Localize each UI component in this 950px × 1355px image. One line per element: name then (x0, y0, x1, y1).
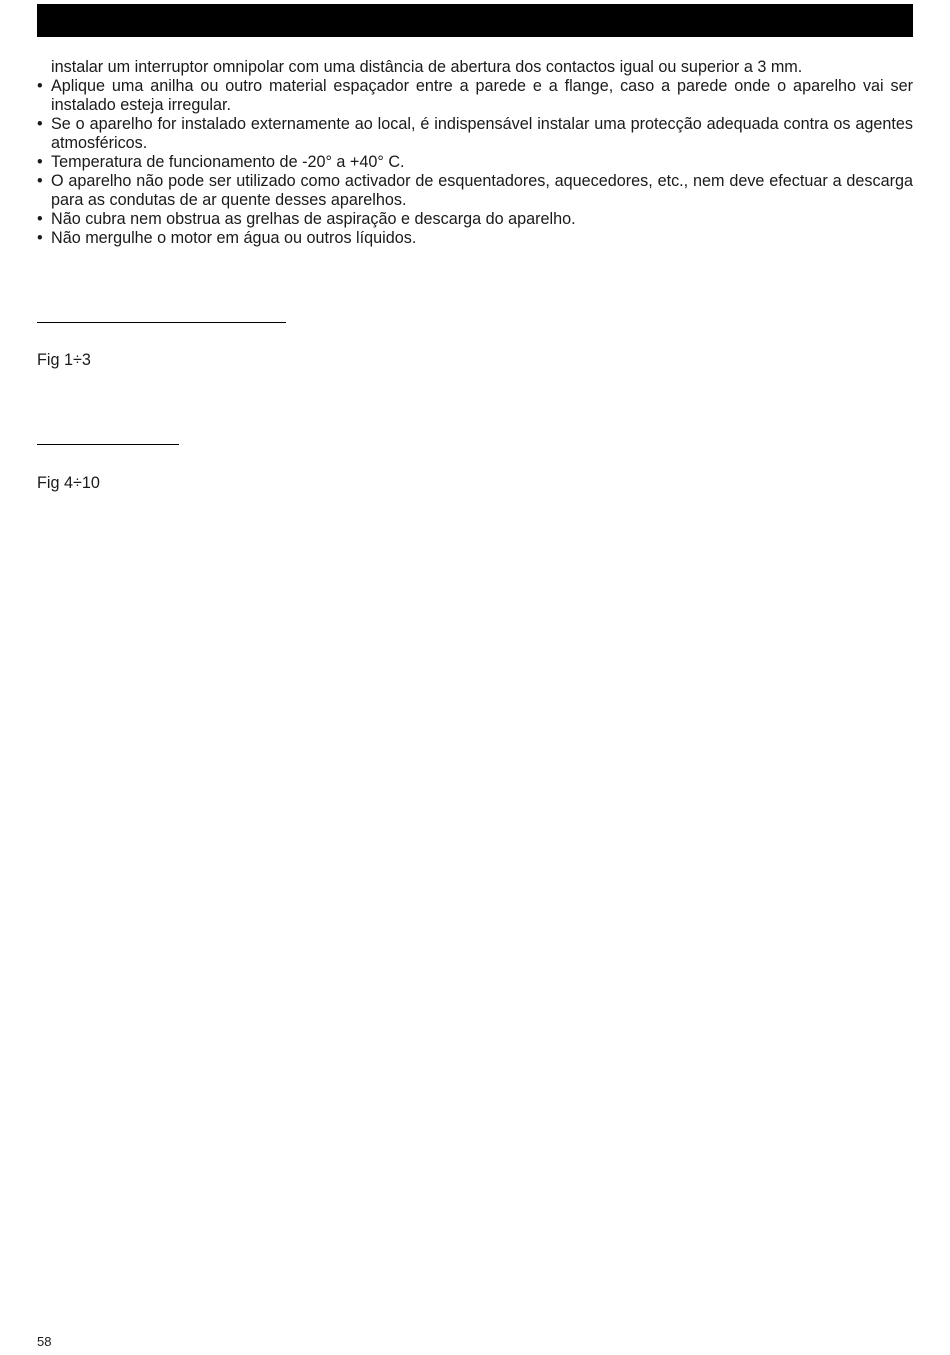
section-divider (37, 322, 286, 323)
list-item-text: Aplique uma anilha ou outro material espaçador entre a parede e a flange, caso a parede onde o aparelho vai ser instalado esteja irregular. (51, 77, 913, 114)
list-item (37, 229, 913, 248)
list-item-text: Se o aparelho for instalado externamente ao local, é indispensável instalar uma protecção adequada contra os agentes atmosféricos. (51, 115, 913, 152)
list-item (37, 77, 913, 115)
bullet-icon: • (37, 172, 43, 190)
list-item-text: Não cubra nem obstrua as grelhas de aspiração e descarga do aparelho. (51, 210, 576, 228)
bullet-icon: • (37, 115, 43, 133)
bullet-icon: • (37, 210, 43, 228)
section-divider (37, 444, 179, 445)
body-text (37, 58, 913, 248)
list-item (37, 153, 913, 172)
list-item-text: Temperatura de funcionamento de -20° a +40° C. (51, 153, 405, 171)
list-item-text: Não mergulhe o motor em água ou outros líquidos. (51, 229, 417, 247)
bullet-list (37, 77, 913, 248)
figure-reference: Fig 1÷3 (37, 351, 91, 369)
bullet-icon: • (37, 229, 43, 247)
list-item (37, 172, 913, 210)
header-bar (37, 4, 913, 37)
figure-reference: Fig 4÷10 (37, 474, 100, 492)
list-item-text: O aparelho não pode ser utilizado como activador de esquentadores, aquecedores, etc., nem deve efectuar a descarga para as condutas de ar quente desses aparelhos. (51, 172, 913, 209)
bullet-icon: • (37, 153, 43, 171)
bullet-icon: • (37, 77, 43, 95)
list-item (37, 210, 913, 229)
intro-continuation: instalar um interruptor omnipolar com uma distância de abertura dos contactos igual ou superior a 3 mm. (51, 58, 803, 76)
list-item (37, 115, 913, 153)
page-number: 58 (37, 1334, 52, 1349)
